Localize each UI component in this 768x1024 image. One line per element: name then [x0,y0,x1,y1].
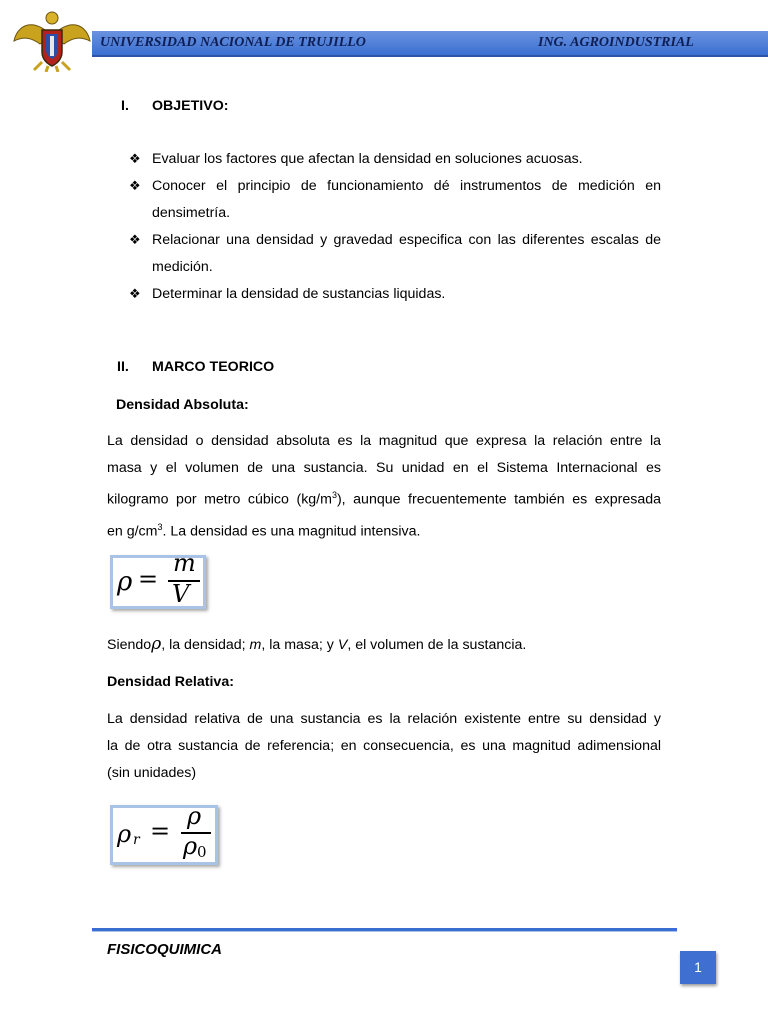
objective-text: densimetría. [152,205,231,221]
absolute-density-title: Densidad Absoluta: [116,397,249,413]
text-fragment: . La densidad es una magnitud intensiva. [162,523,421,540]
objective-item [152,281,661,308]
formula-denominator: ρ [183,832,198,860]
text-fragment: , la densidad; [161,637,250,653]
page-number: 1 [680,951,716,984]
text-fragment: en g/cm [107,523,158,540]
text-fragment: Siendo [107,637,152,653]
university-logo [12,6,92,72]
formula-subscript: r [133,832,140,848]
formula-rho: ρ [117,567,133,597]
relative-density-title: Densidad Relativa: [107,674,234,690]
bullet-icon: ❖ [129,232,141,247]
formula-equals: = [138,565,159,593]
formula-equals: = [150,817,171,845]
text-fragment: , el volumen de la sustancia. [347,637,527,653]
objective-text: Relacionar una densidad y gravedad especifica con las diferentes escalas de [152,232,661,248]
objective-text: Conocer el principio de funcionamiento dé instrumentos de medición en [152,178,661,194]
formula-rho: ρ [117,820,132,848]
objective-item [152,227,661,281]
paragraph-line: La densidad relativa de una sustancia es la relación existente entre su densidad y [107,711,661,727]
text-fragment: ), aunque frecuentemente también es expresada [336,491,661,508]
bullet-icon: ❖ [129,178,141,193]
superscript: 3 [331,490,337,500]
objective-item [152,173,661,227]
header-university: UNIVERSIDAD NACIONAL DE TRUJILLO [100,35,366,50]
header-department: ING. AGROINDUSTRIAL [538,35,694,50]
text-fragment: , la masa; y [261,637,338,653]
relative-density-paragraph [107,706,661,787]
paragraph-line: (sin unidades) [107,765,197,781]
paragraph-line: La densidad o densidad absoluta es la magnitud que expresa la relación entre la [107,433,661,449]
section-2-number: II. [117,359,129,375]
formula-numerator: ρ [187,802,202,830]
formula-numerator: m [173,549,196,577]
footer-course: FISICOQUIMICA [107,941,222,958]
symbol-v: V [337,637,348,653]
formula-subscript: 0 [197,843,207,861]
section-1-title: OBJETIVO: [152,98,229,114]
absolute-density-paragraph [107,428,661,545]
symbol-m: m [249,637,262,653]
paragraph-line [107,514,661,546]
objective-text: medición. [152,259,213,275]
section-2-title: MARCO TEORICO [152,359,275,375]
formula-denominator: V [172,580,190,608]
density-formula [110,549,206,609]
section-1-number: I. [121,98,129,114]
paragraph-line: la de otra sustancia de referencia; en consecuencia, es una magnitud adimensional [107,738,661,754]
bullet-icon: ❖ [129,286,141,301]
footer-rule [92,928,677,932]
bullet-icon: ❖ [129,151,141,166]
objective-text: Determinar la densidad de sustancias liquidas. [152,286,446,302]
superscript: 3 [157,521,163,532]
symbol-rho: ρ [151,634,162,654]
paragraph-line: masa y el volumen de una sustancia. Su unidad en el Sistema Internacional es [107,460,661,476]
text-fragment: kilogramo por metro cúbico (kg/m [107,491,332,508]
relative-density-formula [110,802,218,865]
siendo-line [107,631,661,659]
objective-item [152,146,661,173]
objective-text: Evaluar los factores que afectan la densidad en soluciones acuosas. [152,151,583,167]
paragraph-line [107,482,661,514]
